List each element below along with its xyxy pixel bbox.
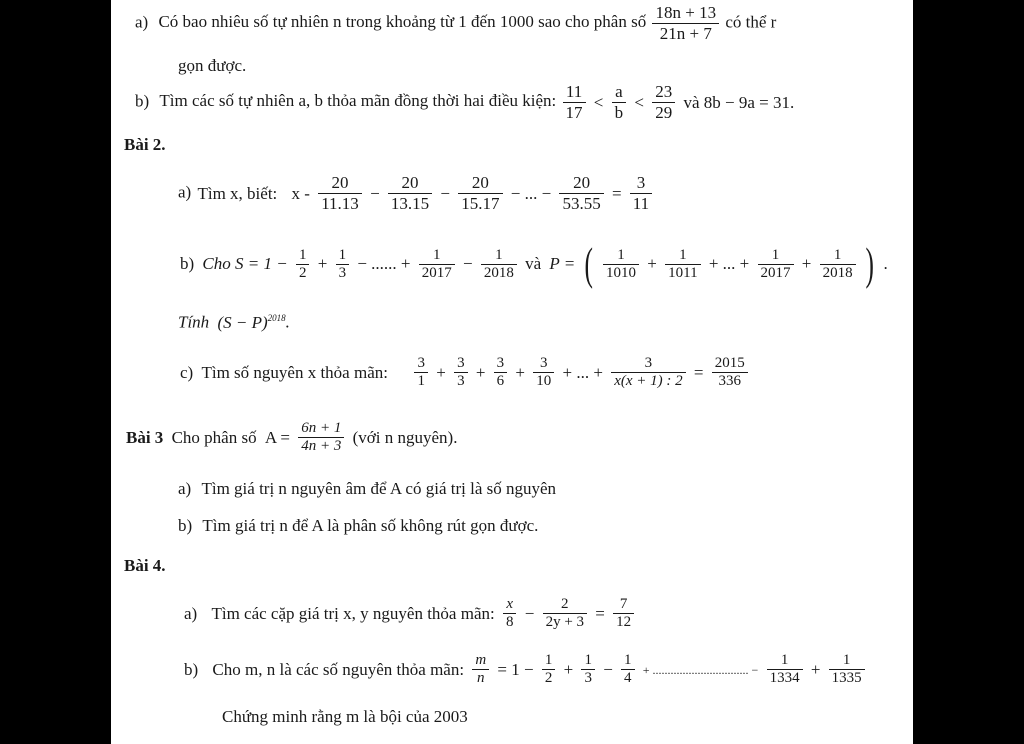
fraction: $\frac{11}{17}$ — [563, 82, 586, 123]
equals: = — [693, 362, 704, 382]
less-than: < — [634, 92, 644, 112]
ellipsis: − ... − — [510, 183, 552, 203]
equals: = — [611, 183, 622, 203]
operator: + ................................ − — [642, 662, 759, 677]
item-label: a) — [135, 12, 149, 32]
period: . — [883, 254, 888, 273]
operator: + ... + — [562, 362, 603, 382]
problem-text: Tìm số nguyên x thỏa mãn: — [201, 362, 388, 382]
bai2-problem-b — [178, 238, 890, 289]
fraction: $\frac{1}{3}$ — [336, 247, 350, 282]
fraction: $\frac{1}{2017}$ — [758, 247, 794, 282]
operator: − — [440, 183, 450, 203]
fraction: $\frac{3}{10}$ — [533, 355, 554, 390]
fraction: $\frac{6n + 1}{4n + 3}$ — [298, 420, 344, 455]
fraction: $\frac{18n + 13}{21n + 7}$ — [652, 3, 719, 44]
item-label: b) — [135, 91, 150, 111]
operator: − ...... + — [357, 254, 411, 273]
operator: + — [810, 659, 821, 679]
fraction: $\frac{1}{1010}$ — [603, 247, 639, 282]
fraction: $\frac{1}{1335}$ — [829, 652, 865, 687]
item-label: c) — [180, 362, 194, 382]
operator: + — [436, 362, 446, 382]
fraction: $\frac{20}{53.55}$ — [559, 173, 603, 214]
bai4-proof-statement: Chứng minh rằng m là bội của 2003 — [222, 707, 468, 726]
equals: = — [595, 603, 605, 623]
fraction: $\frac{3}{6}$ — [494, 355, 508, 390]
item-label: a) — [178, 479, 192, 498]
document-page — [111, 0, 913, 744]
fraction: $\frac{1}{1334}$ — [767, 652, 803, 687]
operator: − — [370, 183, 380, 203]
operator: + — [475, 362, 486, 382]
problem-text: Tìm giá trị n nguyên âm để A có giá trị là số nguyên — [201, 479, 557, 498]
operator: + — [317, 254, 328, 273]
p-definition: P = — [549, 254, 576, 273]
fraction: $\frac{1}{2018}$ — [481, 247, 517, 282]
fraction: $\frac{2015}{336}$ — [712, 355, 748, 390]
problem-text: Tìm các số tự nhiên a, b thỏa mãn đồng thời hai điều kiện: — [159, 91, 557, 111]
fraction: $\frac{1}{2}$ — [542, 652, 556, 687]
fraction: $\frac{20}{11.13}$ — [318, 173, 362, 214]
item-label: b) — [180, 254, 195, 273]
condition-text: (với n nguyên). — [352, 427, 458, 447]
item-label: a) — [184, 603, 198, 623]
fraction: $\frac{1}{3}$ — [581, 652, 595, 687]
bai2-compute — [178, 308, 290, 333]
less-than: < — [593, 92, 604, 112]
compute-label: Tính — [178, 312, 210, 332]
bai2-problem-c — [178, 355, 750, 390]
item-label: b) — [178, 516, 193, 535]
bai3-problem-b — [178, 516, 538, 536]
problem-text: Có bao nhiêu số tự nhiên n trong khoảng từ 1 đến 1000 sao cho phân số — [158, 12, 647, 32]
section-title-bai-4: Bài 4. — [124, 556, 166, 575]
operator: + — [515, 362, 526, 382]
section-title-bai-3: Bài 3 — [126, 427, 164, 447]
fraction: $\frac{1}{1011}$ — [665, 247, 700, 282]
equation-lhs: A = — [264, 427, 290, 447]
fraction: $\frac{1}{2017}$ — [419, 247, 455, 282]
s-definition: Cho S = 1 − — [202, 254, 288, 273]
item-label: b) — [184, 659, 199, 679]
operator: = 1 − — [497, 659, 534, 679]
fraction: $\frac{1}{2}$ — [296, 247, 310, 282]
fraction: $\frac{a}{b}$ — [612, 82, 627, 123]
problem-text: Tìm các cặp giá trị x, y nguyên thỏa mãn: — [211, 603, 495, 623]
right-paren: ) — [865, 238, 874, 289]
fraction: $\frac{m}{n}$ — [472, 652, 489, 687]
fraction: $\frac{3}{11}$ — [630, 173, 652, 214]
bai3-problem-a — [178, 479, 556, 499]
prev-problem-a — [135, 3, 776, 44]
fraction: $\frac{23}{29}$ — [652, 82, 675, 123]
equation-lhs: x - — [291, 183, 310, 203]
prev-problem-a-cont: gọn được. — [178, 56, 247, 75]
operator: − — [603, 659, 613, 679]
bai4-problem-a — [182, 596, 636, 631]
fraction: $\frac{3}{1}$ — [414, 355, 428, 390]
fraction: $\frac{3}{x(x + 1) : 2}$ — [611, 355, 685, 390]
fraction: $\frac{3}{3}$ — [454, 355, 468, 390]
condition-text: và 8b − 9a = 31. — [683, 92, 795, 112]
prev-problem-b — [135, 82, 796, 123]
operator: + — [647, 254, 657, 273]
fraction: $\frac{20}{15.17}$ — [458, 173, 502, 214]
fraction: $\frac{2}{2y + 3}$ — [543, 596, 587, 631]
operator: − — [463, 254, 473, 273]
problem-text: Tìm giá trị n để A là phân số không rút gọn được. — [202, 516, 539, 535]
problem-text: Cho phân số — [171, 427, 257, 447]
fraction: $\frac{1}{2018}$ — [820, 247, 856, 282]
left-paren: ( — [584, 238, 594, 289]
period: . — [285, 312, 290, 332]
operator: − — [524, 603, 535, 623]
problem-text-tail: có thể r — [725, 12, 777, 32]
operator: + — [801, 254, 812, 273]
problem-text: Tìm x, biết: — [197, 183, 278, 203]
bai3-statement — [124, 420, 459, 455]
fraction: $\frac{1}{4}$ — [621, 652, 635, 687]
operator: + — [563, 659, 574, 679]
bai4-problem-b — [182, 652, 867, 687]
exponent: 2018 — [267, 313, 286, 323]
fraction: $\frac{7}{12}$ — [613, 596, 634, 631]
compute-expression: (S − P) — [217, 312, 268, 332]
conjunction: và — [525, 254, 542, 273]
fraction: $\frac{x}{8}$ — [503, 596, 517, 631]
fraction: $\frac{20}{13.15}$ — [388, 173, 432, 214]
item-label: a) — [178, 182, 192, 202]
bai2-problem-a — [178, 173, 654, 214]
operator: + ... + — [708, 254, 750, 273]
section-title-bai-2: Bài 2. — [124, 135, 166, 154]
problem-text: Cho m, n là các số nguyên thỏa mãn: — [212, 659, 465, 679]
